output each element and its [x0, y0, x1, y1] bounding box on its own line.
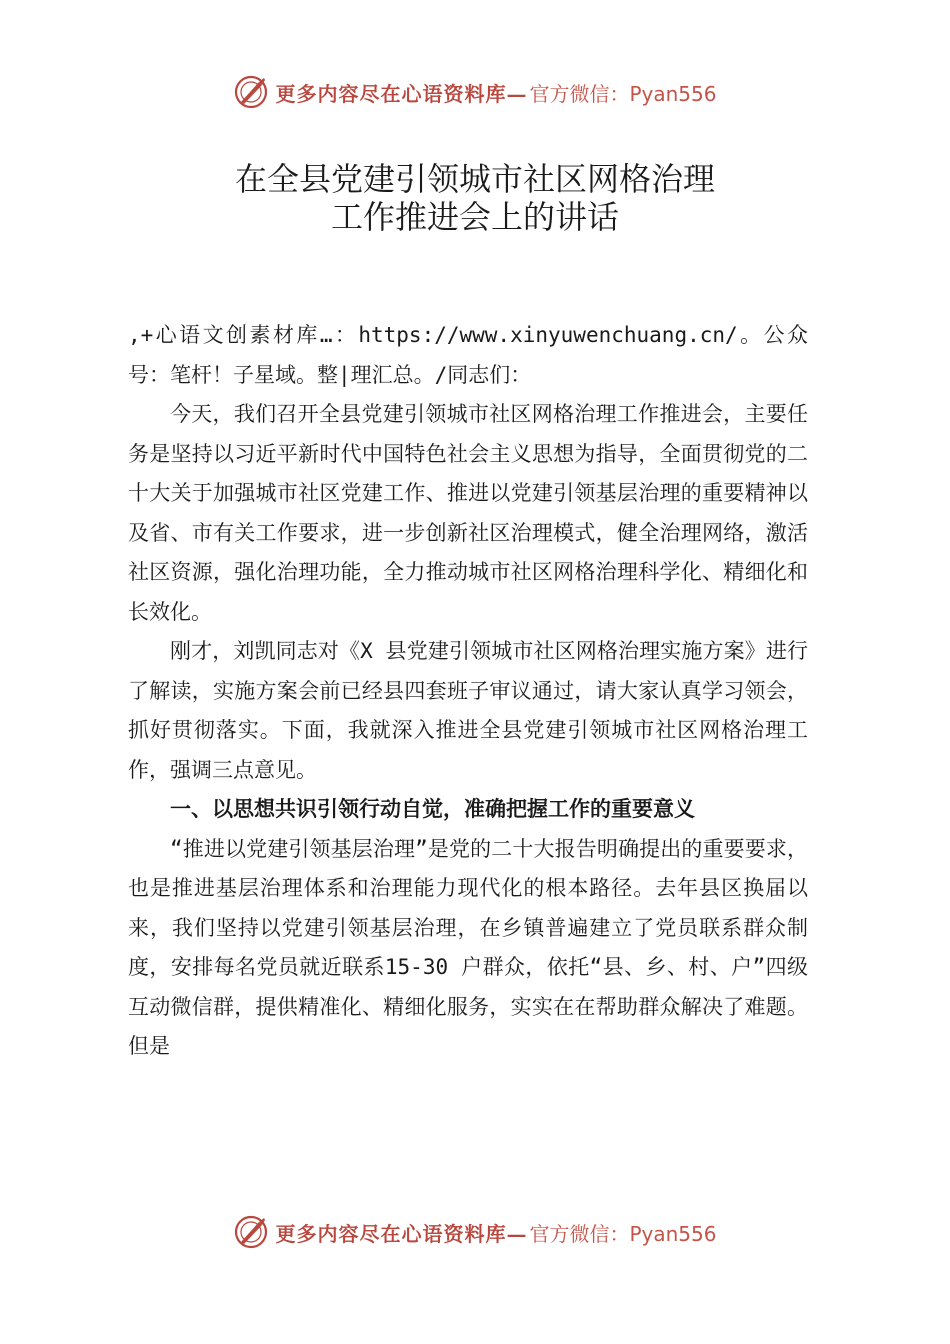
intro-paragraph: ,+心语文创素材库…：https://www.xinyuwenchuang.cn/。公众号：笔杆！子星域。整|理汇总。/同志们：: [128, 323, 808, 387]
section-heading-1: 一、以思想共识引领行动自觉，准确把握工作的重要意义: [170, 797, 695, 821]
document-body: [128, 316, 808, 1067]
banner-text: 更多内容尽在心语资料库—: [275, 81, 528, 106]
banner-text: 更多内容尽在心语资料库—: [275, 1221, 528, 1246]
paragraph-1: 今天，我们召开全县党建引领城市社区网格治理工作推进会，主要任务是坚持以习近平新时代中国特色社会主义思想为指导，全面贯彻党的二十大关于加强城市社区党建工作、推进以党建引领基层治理的重要精神以及省、市有关工作要求，进一步创新社区治理模式，健全治理网络，激活社区资源，强化治理功能，全力推动城市社区网格治理科学化、精细化和长效化。: [128, 402, 808, 624]
title-line-2: 工作推进会上的讲话: [330, 198, 619, 236]
quill-logo-icon: [233, 1214, 269, 1250]
banner-wechat: 官方微信：Pyan556: [529, 1221, 717, 1246]
footer-banner: [0, 1212, 950, 1252]
header-banner: [0, 72, 950, 112]
document-title: [0, 160, 950, 236]
title-line-1: 在全县党建引领城市社区网格治理: [234, 160, 715, 198]
paragraph-3: “推进以党建引领基层治理”是党的二十大报告明确提出的重要要求，也是推进基层治理体系和治理能力现代化的根本路径。去年县区换届以来，我们坚持以党建引领基层治理，在乡镇普遍建立了党员联系群众制度，安排每名党员就近联系15-30 户群众，依托“县、乡、村、户”四级互动微信群，提供精准化、精细化服务，实实在在帮助群众解决了难题。但是: [128, 836, 808, 1058]
banner-wechat: 官方微信：Pyan556: [529, 81, 717, 106]
paragraph-2: 刚才，刘凯同志对《X 县党建引领城市社区网格治理实施方案》进行了解读，实施方案会前已经县四套班子审议通过，请大家认真学习领会，抓好贯彻落实。下面，我就深入推进全县党建引领城市社区网格治理工作，强调三点意见。: [128, 639, 808, 782]
quill-logo-icon: [233, 74, 269, 110]
